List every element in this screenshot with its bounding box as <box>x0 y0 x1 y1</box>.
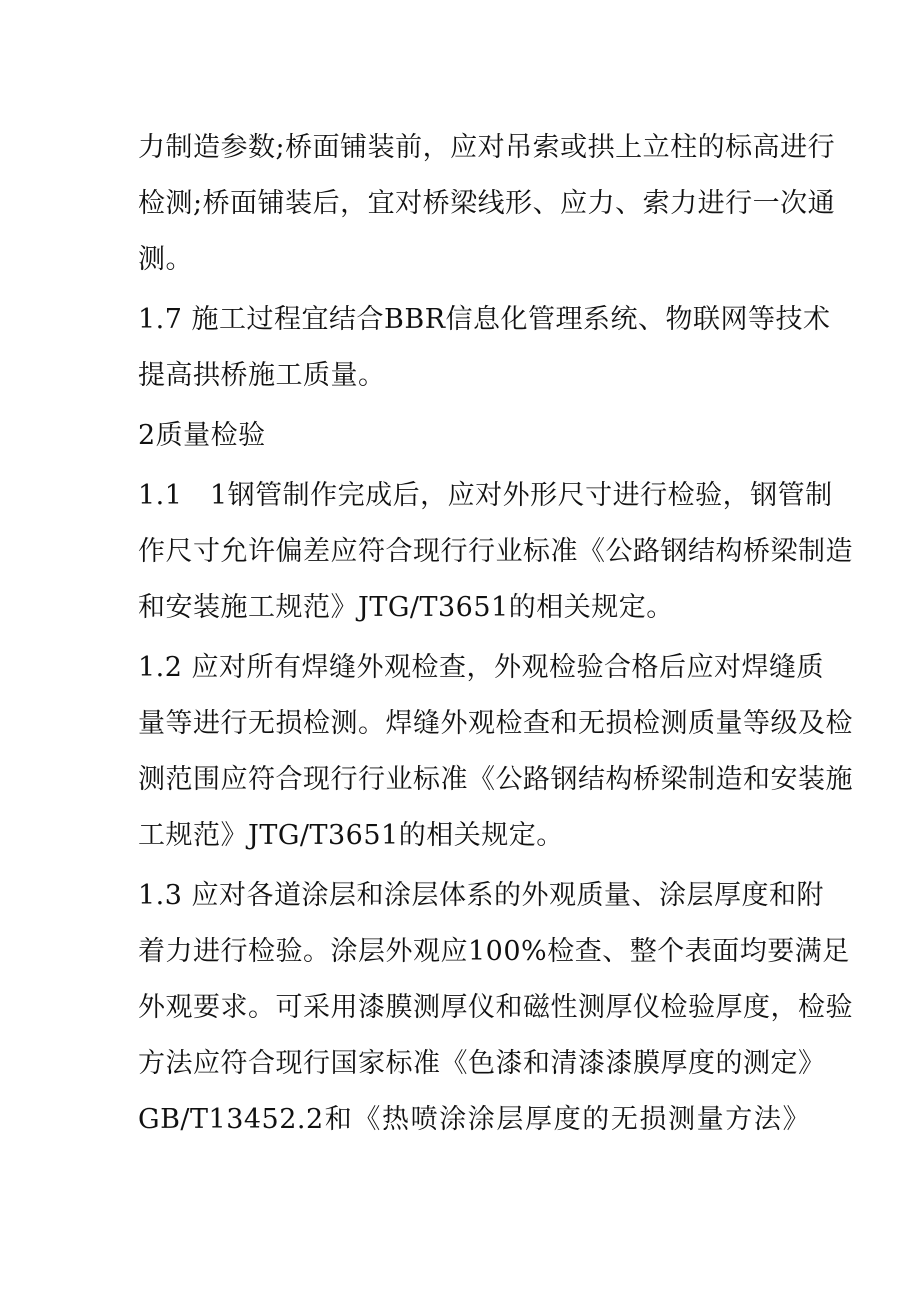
text-line: 作尺寸允许偏差应符合现行行业标准《公路钢结构桥梁制造 <box>138 536 853 567</box>
text-line: 和安装施工规范》JTG/T3651的相关规定。 <box>138 592 674 623</box>
text-line: 检测;桥面铺装后，宜对桥梁线形、应力、索力进行一次通 <box>138 188 836 219</box>
document-body <box>138 120 853 1148</box>
text-line: 外观要求。可采用漆膜测厚仪和磁性测厚仪检验厚度，检验 <box>138 992 853 1023</box>
text-line: 测范围应符合现行行业标准《公路钢结构桥梁制造和安装施 <box>138 764 853 795</box>
text-line: 1.1 1钢管制作完成后，应对外形尺寸进行检验，钢管制 <box>138 480 833 511</box>
section-heading: 2质量检验 <box>138 420 266 451</box>
text-line: 着力进行检验。涂层外观应100%检查、整个表面均要满足 <box>138 936 850 967</box>
text-line: GB/T13452.2和《热喷涂涂层厚度的无损测量方法》 <box>138 1104 810 1135</box>
text-line: 工规范》JTG/T3651的相关规定。 <box>138 820 564 851</box>
text-line: 方法应符合现行国家标准《色漆和清漆漆膜厚度的测定》 <box>138 1048 826 1079</box>
text-line: 量等进行无损检测。焊缝外观检查和无损检测质量等级及检 <box>138 708 853 739</box>
text-line: 1.3 应对各道涂层和涂层体系的外观质量、涂层厚度和附 <box>138 880 825 911</box>
text-line: 1.2 应对所有焊缝外观检查，外观检验合格后应对焊缝质 <box>138 652 825 683</box>
text-line: 测。 <box>138 244 193 275</box>
text-line: 1.7 施工过程宜结合BBR信息化管理系统、物联网等技术 <box>138 304 831 335</box>
text-line: 力制造参数;桥面铺装前，应对吊索或拱上立柱的标高进行 <box>138 132 836 163</box>
text-line: 提高拱桥施工质量。 <box>138 360 386 391</box>
